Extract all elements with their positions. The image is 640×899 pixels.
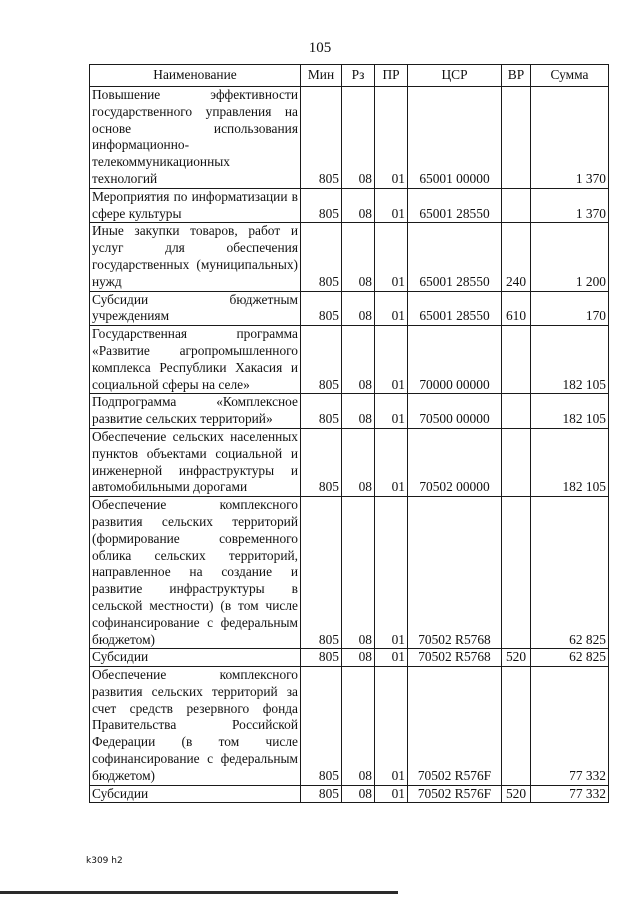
row-name: Субсидии <box>90 785 301 803</box>
row-csr: 70502 R576F <box>408 785 502 803</box>
header-row <box>90 65 609 87</box>
row-csr: 70502 R5768 <box>408 649 502 667</box>
row-rz: 08 <box>342 785 375 803</box>
table-row <box>90 188 609 223</box>
table-row <box>90 223 609 291</box>
row-name: Иные закупки товаров, работ и услуг для обеспечения государственных (муниципальных) нужд <box>90 223 301 291</box>
row-pr: 01 <box>375 188 408 223</box>
row-sum: 62 825 <box>531 649 609 667</box>
row-rz: 08 <box>342 291 375 326</box>
scan-edge-line <box>0 891 398 894</box>
row-min: 805 <box>301 326 342 394</box>
row-name: Обеспечение комплексного развития сельских территорий за счет средств резервного фонда Правительства Российской Федерации (в том числе софинансирование с федеральным бюджетом) <box>90 667 301 786</box>
row-name: Обеспечение комплексного развития сельских территорий (формирование современного облика сельских территорий, направленное на создание и развитие инфраструктуры в сельской местности) (в том числе софинансирование с федеральным бюджетом) <box>90 497 301 649</box>
table-row <box>90 291 609 326</box>
row-sum: 1 370 <box>531 87 609 189</box>
row-csr: 70502 00000 <box>408 428 502 496</box>
row-rz: 08 <box>342 223 375 291</box>
row-min: 805 <box>301 497 342 649</box>
row-sum: 182 105 <box>531 326 609 394</box>
header-vr: ВР <box>502 65 531 87</box>
row-sum: 1 200 <box>531 223 609 291</box>
row-vr: 610 <box>502 291 531 326</box>
row-min: 805 <box>301 667 342 786</box>
table-row <box>90 87 609 189</box>
table-row <box>90 667 609 786</box>
row-rz: 08 <box>342 649 375 667</box>
row-min: 805 <box>301 785 342 803</box>
row-vr <box>502 428 531 496</box>
row-csr: 70000 00000 <box>408 326 502 394</box>
row-rz: 08 <box>342 188 375 223</box>
table-row <box>90 497 609 649</box>
row-csr: 70502 R576F <box>408 667 502 786</box>
row-pr: 01 <box>375 223 408 291</box>
budget-table <box>89 64 609 803</box>
row-csr: 70502 R5768 <box>408 497 502 649</box>
row-csr: 65001 28550 <box>408 223 502 291</box>
row-sum: 182 105 <box>531 428 609 496</box>
row-vr <box>502 188 531 223</box>
header-min: Мин <box>301 65 342 87</box>
row-name: Государственная программа «Развитие агропромышленного комплекса Республики Хакасия и социальной сферы на селе» <box>90 326 301 394</box>
row-rz: 08 <box>342 87 375 189</box>
row-min: 805 <box>301 87 342 189</box>
row-pr: 01 <box>375 667 408 786</box>
row-pr: 01 <box>375 785 408 803</box>
page-number: 105 <box>308 40 332 56</box>
footer-code: k309 h2 <box>86 856 123 866</box>
table-row <box>90 326 609 394</box>
row-pr: 01 <box>375 291 408 326</box>
row-sum: 1 370 <box>531 188 609 223</box>
row-pr: 01 <box>375 394 408 429</box>
row-sum: 182 105 <box>531 394 609 429</box>
header-name: Наименование <box>90 65 301 87</box>
row-sum: 77 332 <box>531 667 609 786</box>
table-row <box>90 394 609 429</box>
row-min: 805 <box>301 223 342 291</box>
row-name: Субсидии <box>90 649 301 667</box>
row-min: 805 <box>301 428 342 496</box>
row-name: Повышение эффективности государственного управления на основе использования информационно-телекоммуникационных технологий <box>90 87 301 189</box>
row-sum: 77 332 <box>531 785 609 803</box>
row-vr: 240 <box>502 223 531 291</box>
row-rz: 08 <box>342 497 375 649</box>
row-csr: 65001 28550 <box>408 188 502 223</box>
row-name: Подпрограмма «Комплексное развитие сельских территорий» <box>90 394 301 429</box>
row-pr: 01 <box>375 497 408 649</box>
row-vr <box>502 497 531 649</box>
table-row <box>90 785 609 803</box>
row-name: Мероприятия по информатизации в сфере культуры <box>90 188 301 223</box>
row-rz: 08 <box>342 428 375 496</box>
row-pr: 01 <box>375 87 408 189</box>
row-rz: 08 <box>342 326 375 394</box>
row-min: 805 <box>301 188 342 223</box>
row-pr: 01 <box>375 326 408 394</box>
row-vr: 520 <box>502 649 531 667</box>
row-name: Обеспечение сельских населенных пунктов объектами социальной и инженерной инфраструктуры и автомобильными дорогами <box>90 428 301 496</box>
row-csr: 65001 28550 <box>408 291 502 326</box>
row-rz: 08 <box>342 667 375 786</box>
row-vr <box>502 667 531 786</box>
table-row <box>90 649 609 667</box>
row-vr <box>502 394 531 429</box>
row-csr: 65001 00000 <box>408 87 502 189</box>
row-min: 805 <box>301 394 342 429</box>
header-rz: Рз <box>342 65 375 87</box>
row-sum: 170 <box>531 291 609 326</box>
row-min: 805 <box>301 291 342 326</box>
row-vr <box>502 87 531 189</box>
row-sum: 62 825 <box>531 497 609 649</box>
table-row <box>90 428 609 496</box>
row-min: 805 <box>301 649 342 667</box>
row-csr: 70500 00000 <box>408 394 502 429</box>
header-pr: ПР <box>375 65 408 87</box>
row-rz: 08 <box>342 394 375 429</box>
row-name: Субсидии бюджетным учреждениям <box>90 291 301 326</box>
row-vr <box>502 326 531 394</box>
row-pr: 01 <box>375 428 408 496</box>
header-csr: ЦСР <box>408 65 502 87</box>
row-pr: 01 <box>375 649 408 667</box>
row-vr: 520 <box>502 785 531 803</box>
header-sum: Сумма <box>531 65 609 87</box>
